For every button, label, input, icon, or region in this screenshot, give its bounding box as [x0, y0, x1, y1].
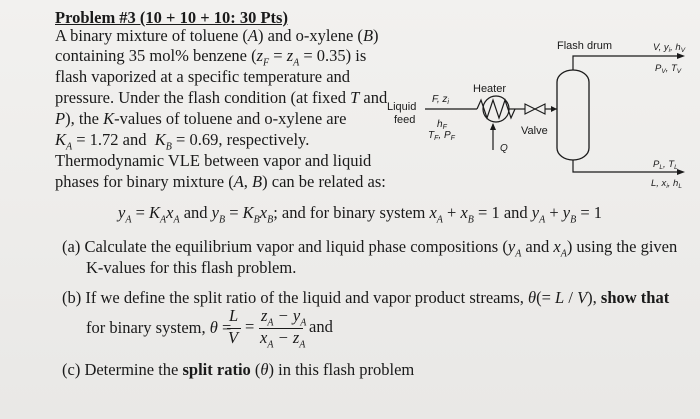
- valve-label: Valve: [521, 125, 548, 137]
- feed-enthalpy: $h_F$: [437, 119, 447, 131]
- intro-line-7: Thermodynamic VLE between vapor and liquid: [55, 151, 372, 170]
- intro-line-3: flash vaporized at a specific temperature and: [55, 67, 351, 86]
- liquid-vars: L, $x_i$, $h_L$: [651, 178, 682, 190]
- liquid-label: Liquid: [387, 101, 417, 113]
- valve-shape: [525, 104, 535, 114]
- intro-line-6: $K_A = 1.72$ and $K_B = 0.69$, respectively.: [55, 130, 310, 153]
- vle-equation: $y_A = K_Ax_A$ and $y_B = K_Bx_B$; and for binary system $x_A + x_B = 1$ and $y_A + y_B = 1$: [118, 203, 603, 226]
- flash-drum-label: Flash drum: [557, 40, 613, 52]
- problem-title: Problem #3 (10 + 10 + 10: 30 Pts): [55, 8, 288, 27]
- and-word: and: [309, 317, 333, 336]
- part-b-line-2: for binary system, θ =: [86, 318, 232, 337]
- intro-line-4: pressure. Under the flash condition (at fixed T and: [55, 88, 388, 107]
- part-c-line: (c) Determine the split ratio (θ) in this flash problem: [62, 360, 415, 379]
- feed-tp: $T_F$, $P_F$: [428, 130, 455, 142]
- intro-line-8: phases for binary mixture (A, B) can be related as:: [55, 172, 386, 191]
- intro-line-1: A binary mixture of toluene (A) and o-xylene (B): [55, 26, 379, 45]
- drum-vessel: [557, 70, 589, 160]
- feed-label: feed: [394, 114, 416, 126]
- part-b-line-1: (b) If we define the split ratio of the liquid and vapor product streams, θ(= L / V), show that: [62, 288, 670, 307]
- part-a-line-1: (a) Calculate the equilibrium vapor and liquid phase compositions ($y_A$ and $x_A$) using the given: [62, 237, 678, 260]
- feed-vars: F, $z_i$: [432, 94, 449, 106]
- liquid-tp: $P_L$, $T_L$: [653, 159, 678, 171]
- intro-line-5: P), the K-values of toluene and o-xylene are: [55, 109, 347, 128]
- split-ratio-formula: L V = $z_A - y_A$ $x_A - z_A$ and: [228, 306, 333, 351]
- part-a-line-2: K-values for this flash problem.: [86, 258, 297, 277]
- vapor-tp: $P_V$, $T_V$: [655, 63, 682, 75]
- heat-q: Q: [500, 143, 508, 154]
- intro-line-2: containing 35 mol% benzene $(z_F = z_A = 0.35)$ is: [55, 46, 367, 69]
- heater-label: Heater: [473, 83, 507, 95]
- vapor-vars: V, $y_i$, $h_V$: [653, 42, 686, 54]
- flash-drum-diagram: [385, 30, 700, 200]
